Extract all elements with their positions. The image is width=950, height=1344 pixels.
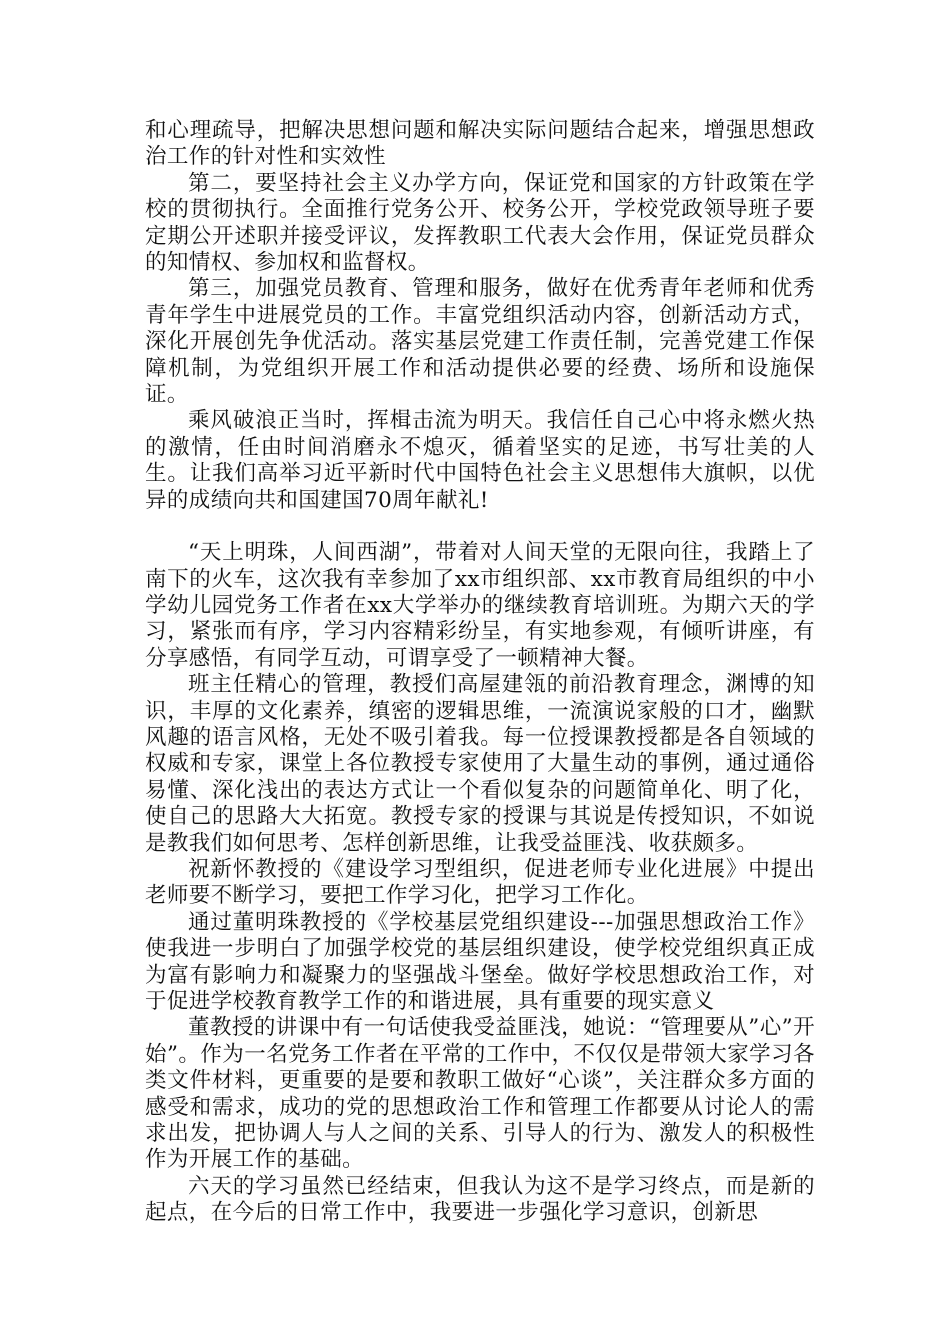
paragraph-management-heart: 董教授的讲课中有一句话使我受益匪浅，她说：“管理要从”心”开始”。作为一名党务工作者在平常的工作中，不仅仅是带领大家学习各类文件材料，更重要的是要和教职工做好“心谈”，关注群众多方面的感受和需求，成功的党的思想政治工作和管理工作都要从讨论人的需求出发，把协调人与人之间的关系、引导人的行为、激发人的积极性作为开展工作的基础。 (145, 1015, 815, 1173)
paragraph-dong-mingzhu: 通过董明珠教授的《学校基层党组织建设---加强思想政治工作》使我进一步明白了加强学校党的基层组织建设，使学校党组织真正成为富有影响力和凝聚力的坚强战斗堡垒。做好学校思想政治工作，对于促进学校教育教学工作的和谐进展，具有重要的现实意义 (145, 909, 815, 1014)
paragraph-conclusion: 乘风破浪正当时，挥楫击流为明天。我信任自己心中将永燃火热的激情，任由时间消磨永不熄灭，循着坚实的足迹，书写壮美的人生。让我们高举习近平新时代中国特色社会主义思想伟大旗帜，以优异的成绩向共和国建国70周年献礼! (145, 408, 815, 513)
paragraph-teachers: 班主任精心的管理，教授们高屋建瓴的前沿教育理念，渊博的知识，丰厚的文化素养，缜密的逻辑思维，一流演说家般的口才，幽默风趣的语言风格，无处不吸引着我。每一位授课教授都是各自领域的权威和专家，课堂上各位教授专家使用了大量生动的事例，通过通俗易懂、深化浅出的表达方式让一个看似复杂的问题简单化、明了化，使自己的思路大大拓宽。教授专家的授课与其说是传授知识，不如说是教我们如何思考、怎样创新思维，让我受益匪浅、收获颇多。 (145, 672, 815, 856)
document-body (145, 118, 815, 1227)
section-gap (145, 514, 815, 540)
paragraph-second-point: 第二，要坚持社会主义办学方向，保证党和国家的方针政策在学校的贯彻执行。全面推行党务公开、校务公开，学校党政领导班子要定期公开述职并接受评议，发挥教职工代表大会作用，保证党员群众的知情权、参加权和监督权。 (145, 170, 815, 276)
paragraph-new-start: 六天的学习虽然已经结束，但我认为这不是学习终点，而是新的起点，在今后的日常工作中，我要进一步强化学习意识，创新思 (145, 1173, 815, 1226)
paragraph-zhu-xinhuai: 祝新怀教授的《建设学习型组织，促进老师专业化进展》中提出老师要不断学习，要把工作学习化，把学习工作化。 (145, 856, 815, 909)
paragraph-third-point: 第三，加强党员教育、管理和服务，做好在优秀青年老师和优秀青年学生中进展党员的工作。丰富党组织活动内容，创新活动方式，深化开展创先争优活动。落实基层党建工作责任制，完善党建工作保障机制，为党组织开展工作和活动提供必要的经费、场所和设施保证。 (145, 276, 815, 408)
paragraph-continuation: 和心理疏导，把解决思想问题和解决实际问题结合起来，增强思想政治工作的针对性和实效性 (145, 118, 815, 170)
paragraph-intro-westlake: “天上明珠，人间西湖”，带着对人间天堂的无限向往，我踏上了南下的火车，这次我有幸参加了xx市组织部、xx市教育局组织的中小学幼儿园党务工作者在xx大学举办的继续教育培训班。为期六天的学习，紧张而有序，学习内容精彩纷呈，有实地参观，有倾听讲座，有分享感悟，有同学互动，可谓享受了一顿精神大餐。 (145, 540, 815, 671)
